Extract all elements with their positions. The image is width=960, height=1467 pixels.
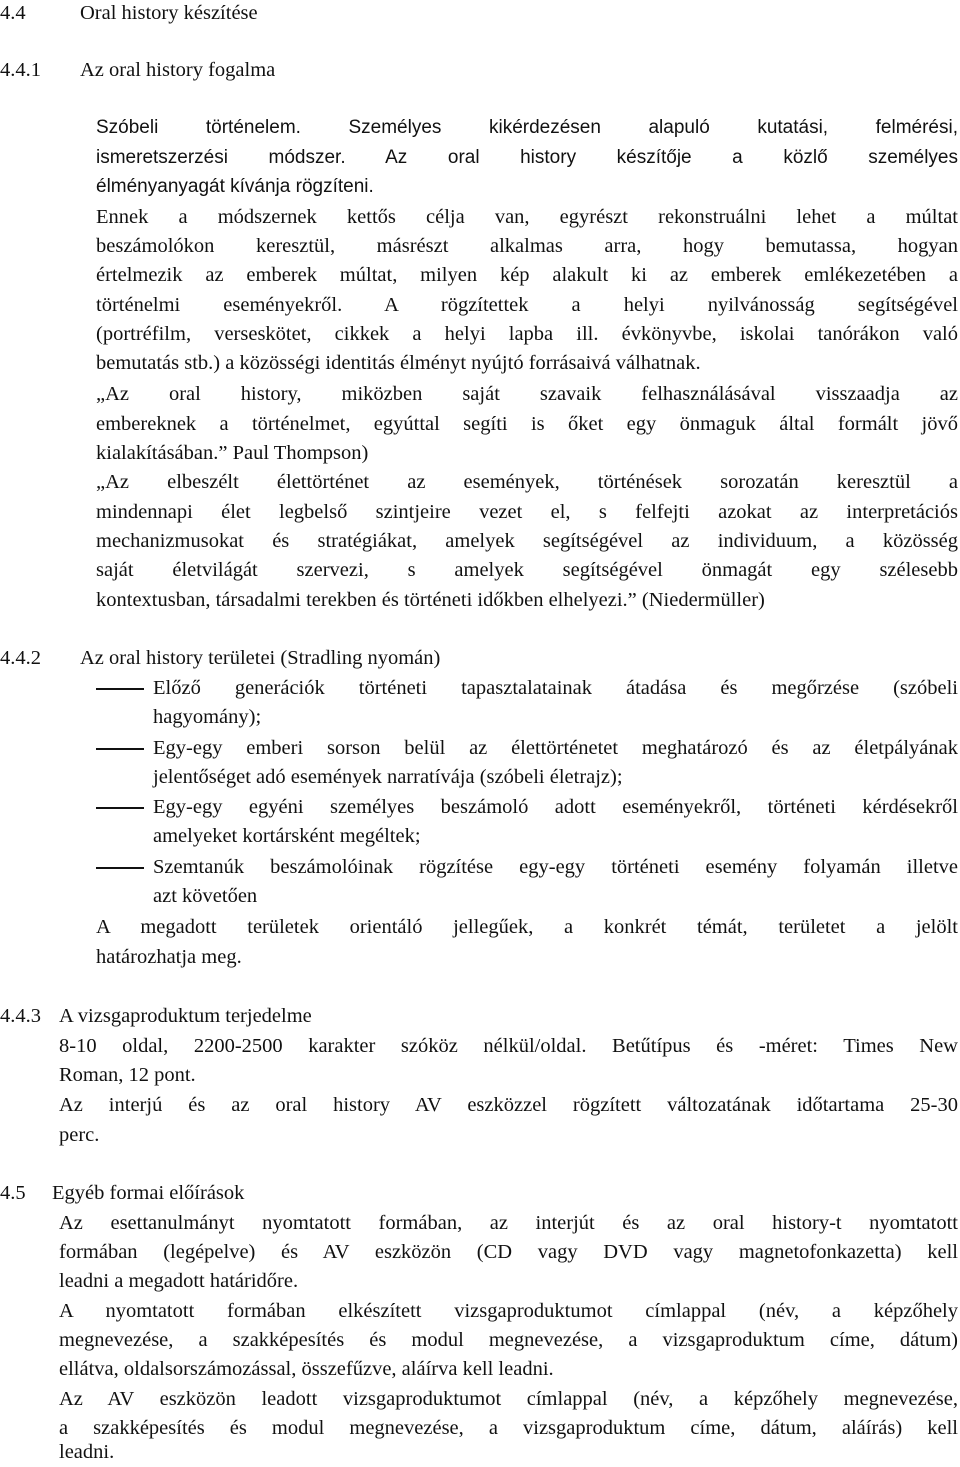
paragraph-line: ismeretszerzési módszer. Az oral history készítője a közlő személyes (96, 147, 958, 168)
paragraph-line: (portréfilm, verseskötet, cikkek a helyi lapba ill. évkönyvbe, iskolai tanórákon való (96, 323, 958, 345)
list-item: jelentőséget adó események narratívája (szóbeli életrajz); (153, 766, 623, 788)
section-title: Egyéb formai előírások (52, 1182, 245, 1204)
paragraph-line: 8-10 oldal, 2200-2500 karakter szóköz nélkül/oldal. Betűtípus és -méret: Times New (59, 1035, 958, 1057)
paragraph-line: Ennek a módszernek kettős célja van, egyrészt rekonstruálni lehet a múltat (96, 206, 958, 228)
quote-line: kontextusban, társadalmi terekben és történeti időkben elhelyezi.” (Niedermüller) (96, 589, 765, 611)
paragraph-line: a szakképesítés és modul megnevezése, a vizsgaproduktum címe, dátum, aláírás) kell (59, 1417, 958, 1439)
quote-line: „Az oral history, miközben saját szavaik felhasználásával visszaadja az (96, 383, 958, 405)
quote-line: saját életvilágát szervezi, s amelyek segítségével önmagát egy szélesebb (96, 559, 958, 581)
paragraph-line: megnevezése, a szakképesítés és modul megnevezése, a vizsgaproduktum címe, dátum) (59, 1329, 958, 1351)
dash-bullet-icon (96, 867, 144, 869)
quote-line: mindennapi élet legbelső szintjeire vezet el, s felfejti azokat az interpretációs (96, 501, 958, 523)
subsection-title: Az oral history fogalma (80, 59, 276, 81)
list-item: Egy-egy egyéni személyes beszámoló adott eseményekről, történeti kérdésekről (153, 796, 958, 818)
subsection-title: A vizsgaproduktum terjedelme (59, 1005, 312, 1027)
paragraph-line: határozhatja meg. (96, 946, 242, 968)
quote-line: mechanizmusokat és stratégiákat, amelyek segítségével az individuum, a közösség (96, 530, 958, 552)
list-item: hagyomány); (153, 706, 262, 728)
paragraph-line: Az AV eszközön leadott vizsgaproduktumot címlappal (név, a képzőhely megnevezése, (59, 1388, 958, 1410)
paragraph-line: leadni a megadott határidőre. (59, 1270, 299, 1292)
paragraph-line: Szóbeli történelem. Személyes kikérdezésen alapuló kutatási, felmérési, (96, 117, 958, 138)
paragraph-line: történelmi eseményekről. A rögzítettek a helyi nyilvánosság segítségével (96, 294, 958, 316)
paragraph-line: Az esettanulmányt nyomtatott formában, az interjút és az oral history-t nyomtatott (59, 1212, 958, 1234)
subsection-number: 4.4.3 (0, 1005, 41, 1027)
paragraph-line: A nyomtatott formában elkészített vizsgaproduktumot címlappal (név, a képzőhely (59, 1300, 958, 1322)
quote-line: „Az elbeszélt élettörténet az események, történések sorozatán keresztül a (96, 471, 958, 493)
paragraph-line: Roman, 12 pont. (59, 1064, 196, 1086)
paragraph-line: Az interjú és az oral history AV eszközzel rögzített változatának időtartama 25-30 (59, 1094, 958, 1116)
section-number: 4.5 (0, 1182, 26, 1204)
subsection-title: Az oral history területei (Stradling nyomán) (80, 647, 441, 669)
quote-line: kialakításában.” Paul Thompson) (96, 442, 369, 464)
paragraph-line: leadni. (59, 1441, 115, 1463)
list-item: Előző generációk történeti tapasztalatainak átadása és megőrzése (szóbeli (153, 677, 958, 699)
section-number: 4.4 (0, 2, 26, 24)
paragraph-line: A megadott területek orientáló jellegűek, a konkrét témát, területet a jelölt (96, 916, 958, 938)
list-item: Egy-egy emberi sorson belül az élettörténetet meghatározó és az életpályának (153, 737, 958, 759)
paragraph-line: élményanyagát kívánja rögzíteni. (96, 176, 374, 197)
dash-bullet-icon (96, 748, 144, 750)
section-title: Oral history készítése (80, 2, 258, 24)
quote-line: embereknek a történelmet, egyúttal segíti is őket egy önmaguk által formált jövő (96, 413, 958, 435)
list-item: amelyeket kortársként megéltek; (153, 825, 421, 847)
paragraph-line: beszámolókon keresztül, másrészt alkalmas arra, hogy bemutassa, hogyan (96, 235, 958, 257)
paragraph-line: bemutatás stb.) a közösségi identitás élményt nyújtó forrásaivá válhatnak. (96, 352, 701, 374)
paragraph-line: értelmezik az emberek múltat, milyen kép alakult ki az emberek emlékezetében a (96, 264, 958, 286)
paragraph-line: perc. (59, 1124, 100, 1146)
list-item: Szemtanúk beszámolóinak rögzítése egy-egy történeti esemény folyamán illetve (153, 856, 958, 878)
dash-bullet-icon (96, 688, 144, 690)
list-item: azt követően (153, 885, 258, 907)
subsection-number: 4.4.1 (0, 59, 41, 81)
paragraph-line: ellátva, oldalsorszámozással, összefűzve, aláírva kell leadni. (59, 1358, 554, 1380)
dash-bullet-icon (96, 807, 144, 809)
subsection-number: 4.4.2 (0, 647, 41, 669)
paragraph-line: formában (legépelve) és AV eszközön (CD vagy DVD vagy magnetofonkazetta) kell (59, 1241, 958, 1263)
